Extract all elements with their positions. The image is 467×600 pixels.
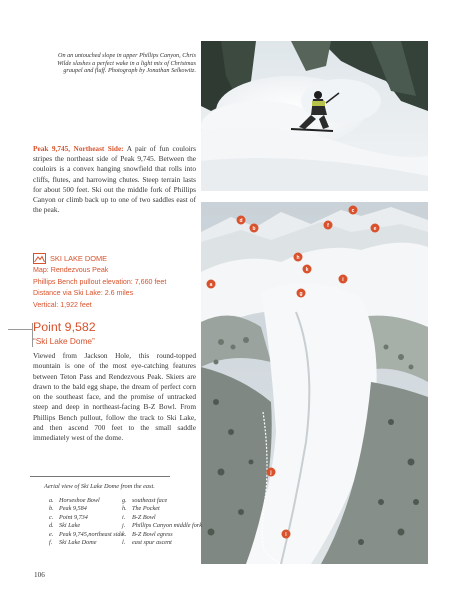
svg-text:l: l <box>285 532 287 538</box>
peak-title: Point 9,582 <box>33 320 96 334</box>
skier-photo-graphic <box>201 41 428 191</box>
marker-b <box>250 224 259 233</box>
legend-key: h. <box>122 505 127 513</box>
marker-i <box>339 275 348 284</box>
svg-text:c: c <box>351 208 355 214</box>
route-distance: Distance via Ski Lake: 2.6 miles <box>33 289 134 298</box>
legend-key: k. <box>122 530 127 538</box>
legend-item <box>122 539 202 547</box>
legend-key: d. <box>49 522 54 530</box>
legend-item <box>122 505 202 513</box>
legend-item <box>122 497 202 505</box>
legend-item <box>49 522 129 530</box>
marker-l <box>282 530 291 539</box>
legend-label: Horseshoe Bowl <box>59 497 100 504</box>
mountain-icon <box>33 253 46 264</box>
route-map: Map: Rendezvous Peak <box>33 266 109 274</box>
legend-key: i. <box>122 513 126 521</box>
legend-label: southeast face <box>132 497 168 504</box>
aerial-photo-graphic <box>201 202 428 564</box>
marker-h <box>294 253 303 262</box>
legend-item <box>49 539 129 547</box>
svg-text:h: h <box>296 255 300 261</box>
legend-key: g. <box>122 497 127 504</box>
legend-label: The Pocket <box>132 505 160 513</box>
marker-d <box>237 216 246 225</box>
route-vertical: Vertical: 1,922 feet <box>33 300 92 309</box>
svg-text:j: j <box>270 470 272 476</box>
legend-item <box>49 497 129 505</box>
heading-rule <box>8 329 32 330</box>
legend-column-1 <box>49 497 129 547</box>
legend-title: Aerial view of Ski Lake Dome from the east. <box>44 483 155 490</box>
page-number: 106 <box>34 571 45 579</box>
svg-text:e: e <box>373 226 377 232</box>
legend-item <box>122 531 202 539</box>
intro-paragraph <box>33 144 196 215</box>
marker-g <box>297 289 306 298</box>
svg-text:k: k <box>305 267 309 273</box>
svg-text:d: d <box>239 218 243 224</box>
legend-item <box>49 514 129 522</box>
legend-item <box>49 531 129 539</box>
peak-subtitle: “Ski Lake Dome” <box>33 336 95 346</box>
intro-lead: Peak 9,745, Northeast Side: <box>33 144 124 153</box>
legend-key: j. <box>122 522 126 530</box>
legend-rule <box>30 476 170 477</box>
route-pullout: Phillips Bench pullout elevation: 7,660 feet <box>33 277 167 286</box>
svg-text:b: b <box>252 226 256 232</box>
photo-caption: On an untouched slope in upper Phillips Canyon, Chris Wilde slashes a perfect wake in a light mix of Christmas graupel and fluff. Photograph by Jonathan Selkowitz. <box>57 52 196 75</box>
svg-text:f: f <box>327 223 329 229</box>
legend-label: B-Z Bowl <box>132 513 156 521</box>
marker-a <box>207 280 216 289</box>
legend-label: Peak 9,584 <box>59 505 87 513</box>
marker-c <box>349 206 358 215</box>
route-title: SKI LAKE DOME <box>50 254 108 263</box>
legend-label: Ski Lake <box>59 522 81 530</box>
legend-label: Phillips Canyon middle fork <box>132 522 202 530</box>
marker-j <box>267 468 276 477</box>
legend-item <box>122 522 202 530</box>
legend-label: B-Z Bowl egress <box>132 530 173 538</box>
route-info <box>33 252 198 311</box>
legend-key: a. <box>49 497 54 504</box>
skier-photo <box>201 41 428 191</box>
legend-label: Peak 9,745,northeast side <box>59 530 124 538</box>
svg-text:g: g <box>299 291 303 297</box>
marker-k <box>303 265 312 274</box>
legend-label: east spur ascent <box>132 539 172 547</box>
legend-item <box>49 505 129 513</box>
legend-key: e. <box>49 530 54 538</box>
legend-key: l. <box>122 539 126 547</box>
aerial-photo <box>201 202 428 564</box>
peak-description: Viewed from Jackson Hole, this round-topped mountain is one of the most eye-catching features between Teton Pass and Rendezvous Peak. Skiers are drawn to the bald egg shape, the dream of perfect corn on the southeast face, and the promise of untracked steep and deep in northeast-facing B-Z Bowl. From Phillips Bench pullout, follow the track to Ski Lake, and then ascend 700 feet to the small saddle immediately west of the dome. <box>33 351 196 443</box>
legend-key: b. <box>49 505 54 513</box>
legend-key: f. <box>49 539 53 547</box>
marker-e <box>371 224 380 233</box>
legend-key: c. <box>49 513 54 521</box>
legend-item <box>122 514 202 522</box>
legend-label: Point 9,734 <box>59 513 88 521</box>
marker-f <box>324 221 333 230</box>
legend-label: Ski Lake Dome <box>59 539 97 547</box>
intro-text: A pair of fun couloirs stripes the northeast side of Peak 9,745. Between the couloirs is a convex hanging snowfield that rolls into cliffs, flutes, and harrowing chutes. Steep terrain lasts for about 500 feet. Ski out the middle fork of Phillips Canyon or climb back up to one of two saddles east of the peak. <box>33 144 197 215</box>
svg-text:i: i <box>342 277 344 283</box>
svg-text:a: a <box>209 282 213 288</box>
legend-column-2 <box>122 497 202 547</box>
